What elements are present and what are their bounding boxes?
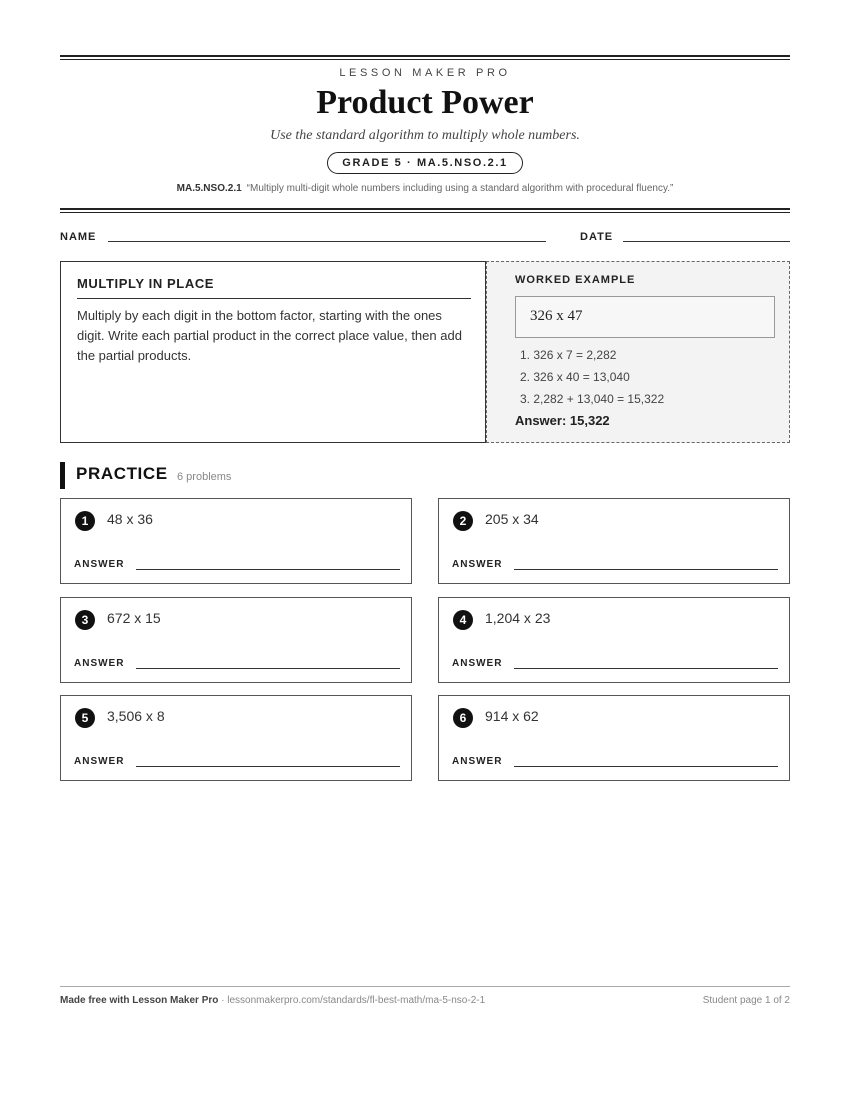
footer-credit bbox=[60, 995, 485, 1006]
footer-rule bbox=[60, 986, 790, 987]
practice-heading: PRACTICE bbox=[76, 464, 168, 483]
problem-expression: 205 x 34 bbox=[485, 511, 539, 527]
problem-expression: 3,506 x 8 bbox=[107, 708, 165, 724]
worksheet-subtitle: Use the standard algorithm to multiply whole numbers. bbox=[270, 128, 580, 143]
instructions-body: Multiply by each digit in the bottom factor, starting with the ones digit. Write each partial product in the correct place value, then add the partial products. bbox=[77, 308, 462, 363]
problem-number-badge: 6 bbox=[453, 708, 473, 728]
answer-line-field[interactable] bbox=[136, 668, 400, 669]
worked-example-problem: 326 x 47 bbox=[530, 308, 583, 324]
grade-badge-wrap bbox=[60, 152, 790, 174]
worked-example-step: 2. 326 x 40 = 13,040 bbox=[520, 370, 630, 384]
answer-line-field[interactable] bbox=[136, 569, 400, 570]
practice-problem-card bbox=[60, 498, 412, 584]
worked-example-problem-box bbox=[515, 296, 775, 338]
problem-expression: 1,204 x 23 bbox=[485, 610, 551, 626]
instructions-divider bbox=[77, 298, 471, 299]
problem-expression: 48 x 36 bbox=[107, 511, 153, 527]
answer-label: ANSWER bbox=[74, 756, 125, 767]
practice-problem-card bbox=[438, 695, 790, 781]
footer-page-label: Student page 1 of 2 bbox=[702, 995, 790, 1006]
worked-example-step: 3. 2,282 + 13,040 = 15,322 bbox=[520, 392, 665, 406]
practice-count: 6 problems bbox=[177, 471, 232, 483]
problem-expression: 914 x 62 bbox=[485, 708, 539, 724]
instructions-heading: MULTIPLY IN PLACE bbox=[77, 276, 215, 291]
problem-number-badge: 4 bbox=[453, 610, 473, 630]
name-label: NAME bbox=[60, 231, 97, 243]
problem-number-badge: 1 bbox=[75, 511, 95, 531]
answer-label: ANSWER bbox=[452, 756, 503, 767]
brand-name: LESSON MAKER PRO bbox=[339, 67, 511, 79]
problem-number-badge: 3 bbox=[75, 610, 95, 630]
answer-line-field[interactable] bbox=[136, 766, 400, 767]
worksheet-page bbox=[60, 0, 790, 1100]
answer-label: ANSWER bbox=[452, 658, 503, 669]
answer-line-field[interactable] bbox=[514, 569, 778, 570]
standard-statement bbox=[60, 183, 790, 194]
answer-label: ANSWER bbox=[452, 559, 503, 570]
name-field[interactable] bbox=[108, 241, 546, 242]
date-label: DATE bbox=[580, 231, 614, 243]
answer-line-field[interactable] bbox=[514, 668, 778, 669]
instructions-box bbox=[60, 261, 486, 443]
problem-expression: 672 x 15 bbox=[107, 610, 161, 626]
worked-example-steps bbox=[520, 344, 664, 410]
practice-problem-card bbox=[60, 597, 412, 683]
practice-problem-card bbox=[438, 597, 790, 683]
practice-problem-card bbox=[438, 498, 790, 584]
answer-line-field[interactable] bbox=[514, 766, 778, 767]
footer-url: · lessonmakerpro.com/standards/fl-best-math/ma-5-nso-2-1 bbox=[218, 995, 486, 1006]
answer-label: ANSWER bbox=[74, 559, 125, 570]
standard-text: “Multiply multi-digit whole numbers including using a standard algorithm with procedural fluency.” bbox=[246, 183, 674, 194]
grade-badge: GRADE 5 · MA.5.NSO.2.1 bbox=[327, 152, 522, 174]
problem-number-badge: 2 bbox=[453, 511, 473, 531]
problem-number-badge: 5 bbox=[75, 708, 95, 728]
worked-example-step: 1. 326 x 7 = 2,282 bbox=[520, 348, 617, 362]
worked-example-heading: WORKED EXAMPLE bbox=[515, 274, 636, 286]
header-double-rule bbox=[60, 208, 790, 213]
worksheet-title: Product Power bbox=[316, 84, 534, 121]
practice-problem-card bbox=[60, 695, 412, 781]
date-field[interactable] bbox=[623, 241, 790, 242]
footer-made-with: Made free with Lesson Maker Pro bbox=[60, 995, 219, 1006]
worked-example-answer: Answer: 15,322 bbox=[515, 413, 610, 428]
practice-section-bar bbox=[60, 462, 65, 489]
top-double-rule bbox=[60, 55, 790, 60]
answer-label: ANSWER bbox=[74, 658, 125, 669]
standard-code: MA.5.NSO.2.1 bbox=[176, 183, 242, 194]
